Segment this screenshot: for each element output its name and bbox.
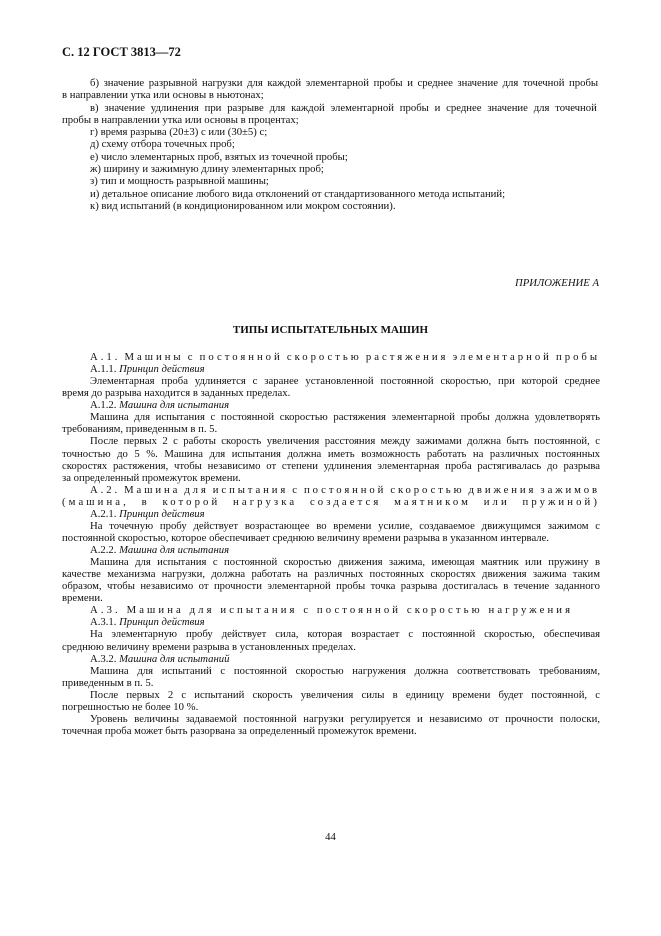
section-heading [62, 496, 600, 508]
list-item-content [90, 188, 505, 200]
paragraph-line-text: качестве механизма нагрузки, должна работать на различных постоянных скоростях движения зажима таким [62, 568, 600, 581]
list-item-text: в) значение удлинения при разрыве для каждой элементарной пробы и среднее значение для точечной [90, 101, 597, 114]
paragraph-line-content [62, 592, 103, 604]
section-heading-text: Машины с постоянной скоростью растяжения элементарной пробы [124, 351, 600, 363]
paragraph-line [62, 592, 600, 604]
paragraph-line-text: После первых 2 с испытаний скорость увеличения силы в единицу времени будет постоянной, с [90, 688, 600, 701]
appendix-body [62, 351, 600, 737]
paragraph-line-content [90, 713, 600, 725]
paragraph-line-content [62, 641, 356, 653]
subsection-heading [62, 544, 600, 556]
section-heading-content [90, 484, 600, 496]
section-number: А.3.1. [90, 616, 117, 629]
paragraph-line-text: постоянной скоростью, которое обеспечивает среднюю величину времени разрыва в указанном интервале. [62, 531, 550, 544]
section-heading [62, 484, 600, 496]
list-item [62, 138, 600, 150]
list-item [62, 188, 600, 200]
section-number: А.2.2. [90, 544, 117, 556]
paragraph-line-content [90, 556, 600, 568]
paragraph-line-text: На точечную пробу действует возрастающее во времени усилие, создаваемое движущимся зажимом с [90, 519, 600, 532]
list-item [62, 163, 600, 175]
paragraph-line [62, 423, 600, 435]
section-heading-content [90, 604, 573, 616]
list-item-text: пробы в направлении утка или основы в процентах; [62, 113, 299, 126]
subsection-heading [62, 363, 600, 375]
paragraph-line-content [62, 725, 417, 737]
paragraph-line [62, 677, 600, 689]
paragraph-line-content [62, 701, 198, 713]
paragraph-line-content [90, 665, 600, 677]
subsection-label: Принцип действия [119, 363, 205, 376]
list-item-text: е) число элементарных проб, взятых из точечной пробы; [90, 150, 348, 163]
paragraph-line-text: за определенный промежуток времени. [62, 471, 241, 484]
list-item-text: и) детальное описание любого вида отклонений от стандартизованного метода испытаний; [90, 187, 506, 200]
paragraph-line-text: Уровень величины задаваемой постоянной нагрузки регулируется и независимо от прочности полоски, [90, 712, 600, 725]
list-item-text: ж) ширину и зажимную длину элементарных проб; [90, 163, 324, 176]
paragraph-line-text: точностью до 5 %. Машина для испытания должна иметь возможность работать на различных постоянных [62, 447, 600, 460]
section-number: А.1.2. [90, 399, 117, 412]
paragraph-line-content [62, 532, 549, 544]
section-heading [62, 351, 600, 363]
list-item-text: д) схему отбора точечных проб; [90, 138, 235, 151]
paragraph-line [62, 725, 600, 737]
appendix-title: ТИПЫ ИСПЫТАТЕЛЬНЫХ МАШИН [232, 324, 429, 336]
list-item-content [90, 138, 235, 150]
paragraph-line [62, 460, 600, 472]
paragraph-line [62, 628, 600, 640]
paragraph-line [62, 556, 600, 568]
list-item-content [62, 114, 299, 126]
paragraph-line-content [62, 448, 600, 460]
section-heading-text: Машина для испытания с постоянной скоростью нагружения [126, 604, 574, 617]
section-number: А.2. [90, 483, 121, 496]
list-item [62, 175, 600, 187]
paragraph-line-content [90, 435, 600, 447]
paragraph-line-text: требованиям, приведенным в п. 5. [62, 423, 218, 436]
paragraph-line [62, 435, 600, 447]
list-item-content [90, 77, 598, 89]
list-item-content [90, 163, 324, 175]
paragraph-line [62, 689, 600, 701]
section-heading-text: (машина, в которой нагрузка создается маятником или пружиной) [62, 495, 600, 508]
list-item-content [90, 126, 267, 138]
paragraph-line-content [62, 580, 600, 592]
list-item-text: в направлении утка или основы в ньютонах; [62, 89, 264, 102]
section-heading-text: Машина для испытания с постоянной скоростью движения зажимов [124, 483, 601, 496]
paragraph-line [62, 641, 600, 653]
paragraph-line-text: Машина для испытания с постоянной скоростью движения зажима, имеющая маятник или пружину в [90, 556, 600, 569]
paragraph-line-content [90, 689, 600, 701]
subsection-label: Машина для испытания [119, 544, 230, 556]
subsection-heading [62, 616, 600, 628]
section-number: А.3. [90, 604, 121, 617]
list-item [62, 114, 600, 126]
paragraph-line-text: скоростях растяжения, чтобы независимо от степени удлинения элементарная проба растягивалась до разрыва [62, 459, 600, 472]
list-item [62, 102, 600, 114]
list-item [62, 89, 600, 101]
list-item-content [62, 89, 264, 101]
section-number: А.1.1. [90, 363, 117, 376]
subsection-label: Принцип действия [119, 616, 205, 629]
list-item [62, 77, 600, 89]
subsection-label: Принцип действия [119, 507, 205, 520]
paragraph-line-text: После первых 2 с работы скорость увеличения расстояния между зажимами должна быть постоянной, с [90, 435, 600, 448]
list-item-text: к) вид испытаний (в кондиционированном или мокром состоянии). [90, 199, 396, 212]
paragraph-line [62, 713, 600, 725]
paragraph-line-text: среднюю величину времени разрыва в установленных пределах. [62, 640, 356, 653]
subsection-label: Машина для испытания [119, 399, 230, 412]
list-item-content [90, 200, 396, 212]
subsection-heading [62, 508, 600, 520]
paragraph-line-content [62, 423, 217, 435]
page-number: 44 [325, 831, 336, 843]
section-number: А.1. [90, 351, 121, 363]
paragraph-line [62, 532, 600, 544]
list-item-text: г) время разрыва (20±3) с или (30±5) с; [90, 126, 268, 139]
paragraph-line [62, 448, 600, 460]
list-item-content [90, 151, 348, 163]
list-item [62, 200, 600, 212]
list-item [62, 151, 600, 163]
section-number: А.2.1. [90, 507, 117, 520]
paragraph-line-content [90, 628, 600, 640]
paragraph-line-content [62, 460, 600, 472]
subsection-heading [62, 399, 600, 411]
page-header: С. 12 ГОСТ 3813—72 [62, 45, 181, 59]
paragraph-line [62, 568, 600, 580]
paragraph-line [62, 375, 600, 387]
paragraph-line [62, 472, 600, 484]
paragraph-line-content [62, 568, 600, 580]
list-item [62, 126, 600, 138]
paragraph-line-text: время до разрыва находится в заданных пределах. [62, 387, 291, 400]
paragraph-line [62, 701, 600, 713]
paragraph-line-text: На элементарную пробу действует сила, которая возрастает с постоянной скоростью, обеспечивая [90, 628, 600, 641]
paragraph-line [62, 520, 600, 532]
paragraph-line [62, 665, 600, 677]
paragraph-line-text: образом, чтобы независимо от прочности элементарной пробы точка разрыва достигалась в течение заданного [62, 580, 600, 593]
section-heading-content [62, 496, 600, 508]
paragraph-line-text: Машина для испытаний с постоянной скоростью нагружения должна соответствовать требованиям, [90, 664, 600, 677]
paragraph-line [62, 411, 600, 423]
paragraph-line-text: погрешностью не более 10 %. [62, 700, 199, 713]
list-item-content [90, 175, 269, 187]
subsection-heading [62, 653, 600, 665]
subsection-label: Машина для испытаний [119, 652, 230, 665]
list-item-content [90, 102, 597, 114]
list-item-text: з) тип и мощность разрывной машины; [90, 175, 269, 188]
section-number: А.3.2. [90, 652, 117, 665]
list-item-text: б) значение разрывной нагрузки для каждой элементарной пробы и среднее значение для точечной пробы [90, 77, 599, 89]
paragraph-line [62, 580, 600, 592]
paragraph-line-content [62, 677, 153, 689]
paragraph-line-text: Элементарная проба удлиняется с заранее установленной постоянной скоростью, при которой среднее [90, 375, 600, 388]
paragraph-line-content [90, 411, 600, 423]
report-items-list [62, 77, 600, 212]
paragraph-line-text: Машина для испытания с постоянной скоростью растяжения элементарной пробы должна удовлетворять [90, 411, 600, 424]
paragraph-line-content [90, 375, 600, 387]
section-heading-content [90, 351, 600, 363]
paragraph-line-text: времени. [62, 592, 103, 605]
appendix-label: ПРИЛОЖЕНИЕ А [515, 277, 599, 289]
paragraph-line-content [90, 520, 600, 532]
paragraph-line [62, 387, 600, 399]
paragraph-line-content [62, 387, 290, 399]
paragraph-line-text: приведенным в п. 5. [62, 676, 154, 689]
section-heading [62, 604, 600, 616]
paragraph-line-text: точечная проба может быть разорвана за определенный промежуток времени. [62, 724, 417, 737]
paragraph-line-content [62, 472, 241, 484]
